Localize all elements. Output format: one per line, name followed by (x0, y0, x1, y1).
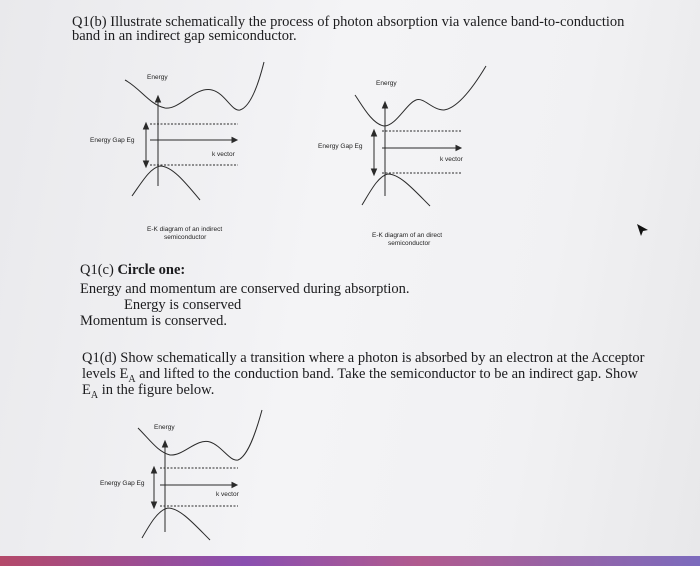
q1c-option-3[interactable]: Momentum is conserved. (80, 313, 227, 329)
indirect-caption-line1: E-K diagram of an indirect (147, 226, 223, 233)
cursor-arrow-icon (637, 224, 649, 236)
indirect-gap-label: Energy Gap Eg (90, 137, 135, 144)
q1d-line2-sub: A (128, 373, 136, 385)
q1b-line2: band in an indirect gap semiconductor. (72, 28, 297, 44)
q1c-heading-bold: Circle one: (117, 262, 186, 278)
q1d-line1: Q1(d) Show schematically a transition where a photon is absorbed by an electron at the Acceptor (82, 350, 645, 366)
indirect-k-label: k vector (212, 151, 235, 158)
q1d-conduction-band (138, 410, 262, 460)
direct-caption-line1: E-K diagram of an direct (372, 232, 443, 239)
q1c-heading-prefix: Q1(c) (80, 262, 118, 278)
direct-gap-label: Energy Gap Eg (318, 143, 363, 150)
q1c-option-1[interactable]: Energy and momentum are conserved during absorption. (80, 281, 410, 297)
q1c-option-2[interactable]: Energy is conserved (124, 297, 242, 313)
q1d-energy-label: Energy (154, 424, 175, 431)
q1d-line3-sub: A (90, 389, 99, 401)
q1d-line3-post: in the figure below. (98, 382, 215, 398)
q1b-line1: Q1(b) Illustrate schematically the process of photon absorption via valence band-to-conduction (72, 14, 625, 30)
bottom-color-strip (0, 556, 700, 566)
q1d-line2-pre: levels E (82, 366, 129, 382)
q1d-valence-band (142, 508, 210, 540)
q1d-gap-label: Energy Gap Eg (100, 480, 145, 487)
indirect-energy-label: Energy (147, 74, 168, 81)
direct-energy-label: Energy (376, 80, 397, 87)
indirect-caption-line2: semiconductor (164, 234, 207, 241)
q1d-line2-post: and lifted to the conduction band. Take the semiconductor to be an indirect gap. Show (135, 366, 639, 382)
direct-k-label: k vector (440, 156, 463, 163)
q1d-line3-pre: E (82, 382, 91, 398)
q1d-k-label: k vector (216, 491, 239, 498)
direct-caption-line2: semiconductor (388, 240, 431, 247)
